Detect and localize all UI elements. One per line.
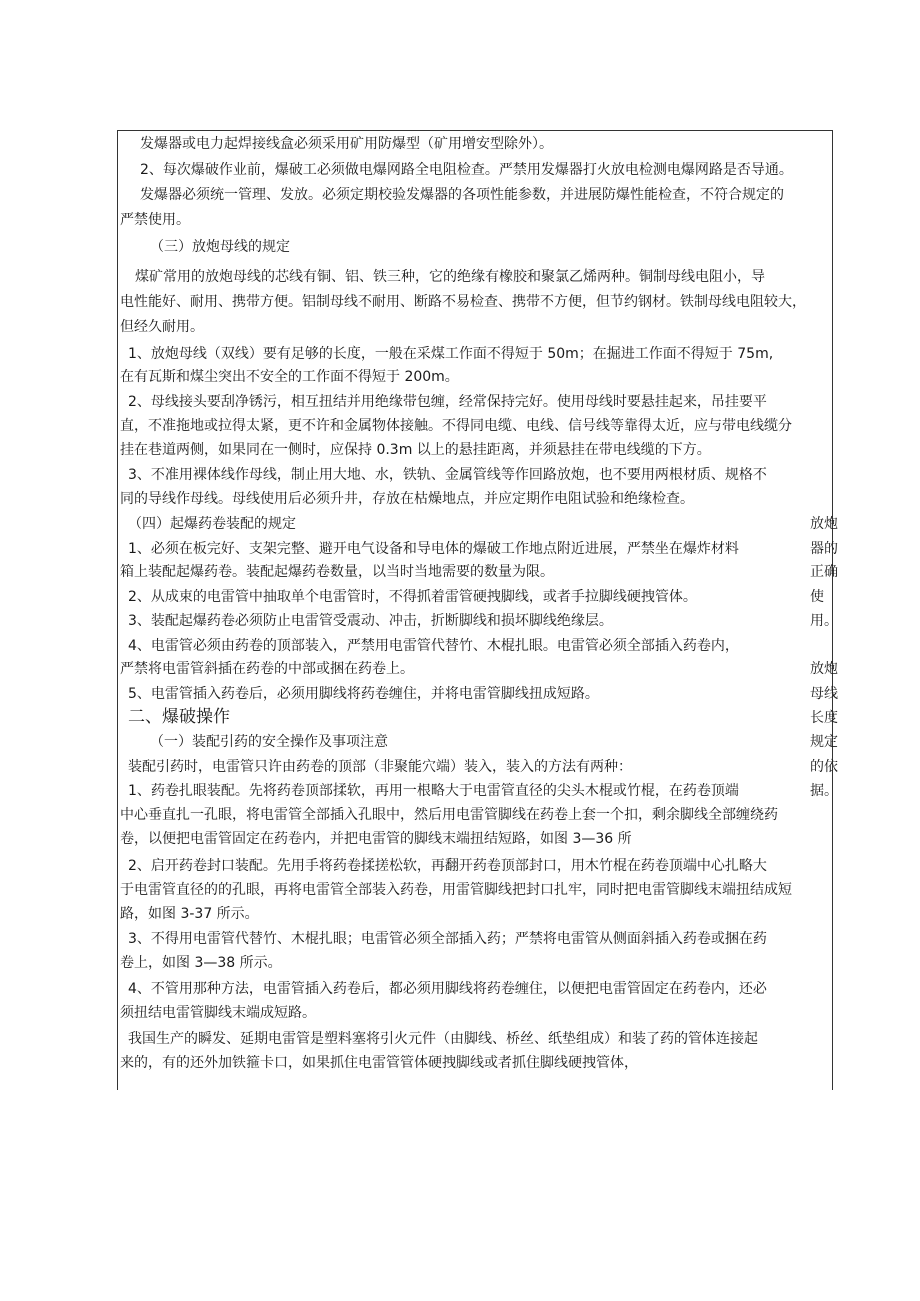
text-line: 2、从成束的电雷管中抽取单个电雷管时，不得抓着雷管硬拽脚线，或者手拉脚线硬拽管体。 bbox=[128, 589, 697, 605]
text-line: 在有瓦斯和煤尘突出不安全的工作面不得短于 200m。 bbox=[120, 369, 459, 385]
text-line: 卷，以便把电雷管固定在药卷内，并把电雷管的脚线末端扭结短路，如图 3—36 所 bbox=[120, 831, 632, 847]
text-line: 箱上装配起爆药卷。装配起爆药卷数量，以当时当地需要的数量为限。 bbox=[120, 564, 554, 580]
side-note: 使 bbox=[810, 589, 824, 605]
text-line: 同的导线作母线。母线使用后必须升井，存放在枯燥地点，并应定期作电阻试验和绝缘检查。 bbox=[120, 491, 694, 507]
side-note: 据。 bbox=[810, 783, 838, 799]
text-line: 严禁使用。 bbox=[120, 212, 190, 228]
section-heading: （四）起爆药卷装配的规定 bbox=[128, 516, 296, 532]
text-line: 但经久耐用。 bbox=[120, 319, 204, 335]
text-line: 2、启开药卷封口装配。先用手将药卷揉搓松软，再翻开药卷顶部封口，用木竹棍在药卷顶端中心扎略大 bbox=[128, 858, 767, 874]
side-note: 的依 bbox=[810, 759, 838, 775]
section-heading: （一）装配引药的安全操作及事项注意 bbox=[150, 734, 388, 750]
side-note: 规定 bbox=[810, 734, 838, 750]
side-note: 长度 bbox=[810, 710, 838, 726]
side-note: 母线 bbox=[810, 686, 838, 702]
text-line: 4、不管用那种方法，电雷管插入药卷后，都必须用脚线将药卷缠住，以便把电雷管固定在药卷内，还必 bbox=[128, 981, 767, 997]
text-line: 电性能好、耐用、携带方便。铝制母线不耐用、断路不易检查、携带不方便，但节约钢材。铁制母线电阻较大， bbox=[120, 294, 806, 310]
chapter-heading: 二、爆破操作 bbox=[128, 707, 230, 727]
text-line: 4、电雷管必须由药卷的顶部装入，严禁用电雷管代替竹、木棍扎眼。电雷管必须全部插入药卷内， bbox=[128, 638, 739, 654]
text-line: 中心垂直扎一孔眼，将电雷管全部插入孔眼中，然后用电雷管脚线在药卷上套一个扣，剩余脚线全部缠绕药 bbox=[120, 807, 778, 823]
text-line: 3、不得用电雷管代替竹、木棍扎眼；电雷管必须全部插入药；严禁将电雷管从侧面斜插入药卷或捆在药 bbox=[128, 931, 767, 947]
text-line: 于电雷管直径的的孔眼，再将电雷管全部装入药卷，用雷管脚线把封口扎牢，同时把电雷管脚线末端扭结成短 bbox=[120, 882, 792, 898]
text-line: 1、放炮母线（双线）要有足够的长度，一般在采煤工作面不得短于 50m；在掘进工作面不得短于 75m, bbox=[128, 346, 774, 362]
section-heading: （三）放炮母线的规定 bbox=[150, 239, 290, 255]
text-line: 发爆器或电力起焊接线盒必须采用矿用防爆型（矿用增安型除外）。 bbox=[140, 136, 553, 152]
text-line: 卷上，如图 3—38 所示。 bbox=[120, 955, 282, 971]
text-line: 1、药卷扎眼装配。先将药卷顶部揉软，再用一根略大于电雷管直径的尖头木棍或竹棍，在药卷顶端 bbox=[128, 783, 739, 799]
side-note: 器的 bbox=[810, 541, 838, 557]
text-line: 1、必须在板完好、支架完整、避开电气设备和导电体的爆破工作地点附近进展，严禁坐在爆炸材料 bbox=[128, 541, 739, 557]
text-line: 严禁将电雷管斜插在药卷的中部或捆在药卷上。 bbox=[120, 661, 414, 677]
text-line: 5、电雷管插入药卷后，必须用脚线将药卷缠住，并将电雷管脚线扭成短路。 bbox=[128, 686, 599, 702]
text-line: 挂在巷道两侧，如果同在一侧时，应保持 0.3m 以上的悬挂距离，并须悬挂在带电线缆的下方。 bbox=[120, 442, 711, 458]
side-note: 放炮 bbox=[810, 661, 838, 677]
text-line: 2、母线接头要刮净锈污，相互扭结并用绝缘带包缠，经常保持完好。使用母线时要悬挂起来，吊挂要平 bbox=[128, 394, 767, 410]
text-line: 须扭结电雷管脚线末端成短路。 bbox=[120, 1005, 316, 1021]
text-line: 直，不准拖地或拉得太紧，更不许和金属物体接触。不得同电缆、电线、信号线等靠得太近，应与带电线缆分 bbox=[120, 418, 792, 434]
text-line: 煤矿常用的放炮母线的芯线有铜、铝、铁三种，它的绝缘有橡胶和聚氯乙烯两种。铜制母线电阻小，导 bbox=[135, 269, 765, 285]
text-line: 来的，有的还外加铁箍卡口，如果抓住电雷管管体硬拽脚线或者抓住脚线硬拽管体， bbox=[120, 1055, 638, 1071]
text-line: 3、装配起爆药卷必须防止电雷管受震动、冲击，折断脚线和损坏脚线绝缘层。 bbox=[128, 613, 613, 629]
text-line: 装配引药时，电雷管只许由药卷的顶部（非聚能穴端）装入，装入的方法有两种： bbox=[128, 759, 632, 775]
text-line: 3、不准用裸体线作母线，制止用大地、水，铁轨、金属管线等作回路放炮，也不要用两根材质、规格不 bbox=[128, 467, 767, 483]
side-note: 用。 bbox=[810, 613, 838, 629]
text-line: 发爆器必须统一管理、发放。必须定期校验发爆器的各项性能参数，并进展防爆性能检查，不符合规定的 bbox=[140, 187, 784, 203]
text-line: 2、每次爆破作业前，爆破工必须做电爆网路全电阻检查。严禁用发爆器打火放电检测电爆网路是否导通。 bbox=[140, 162, 793, 178]
text-line: 我国生产的瞬发、延期电雷管是塑料塞将引火元件（由脚线、桥丝、纸垫组成）和装了药的管体连接起 bbox=[128, 1031, 758, 1047]
side-note: 正确 bbox=[810, 564, 838, 580]
text-line: 路，如图 3-37 所示。 bbox=[120, 906, 259, 922]
side-note: 放炮 bbox=[810, 516, 838, 532]
